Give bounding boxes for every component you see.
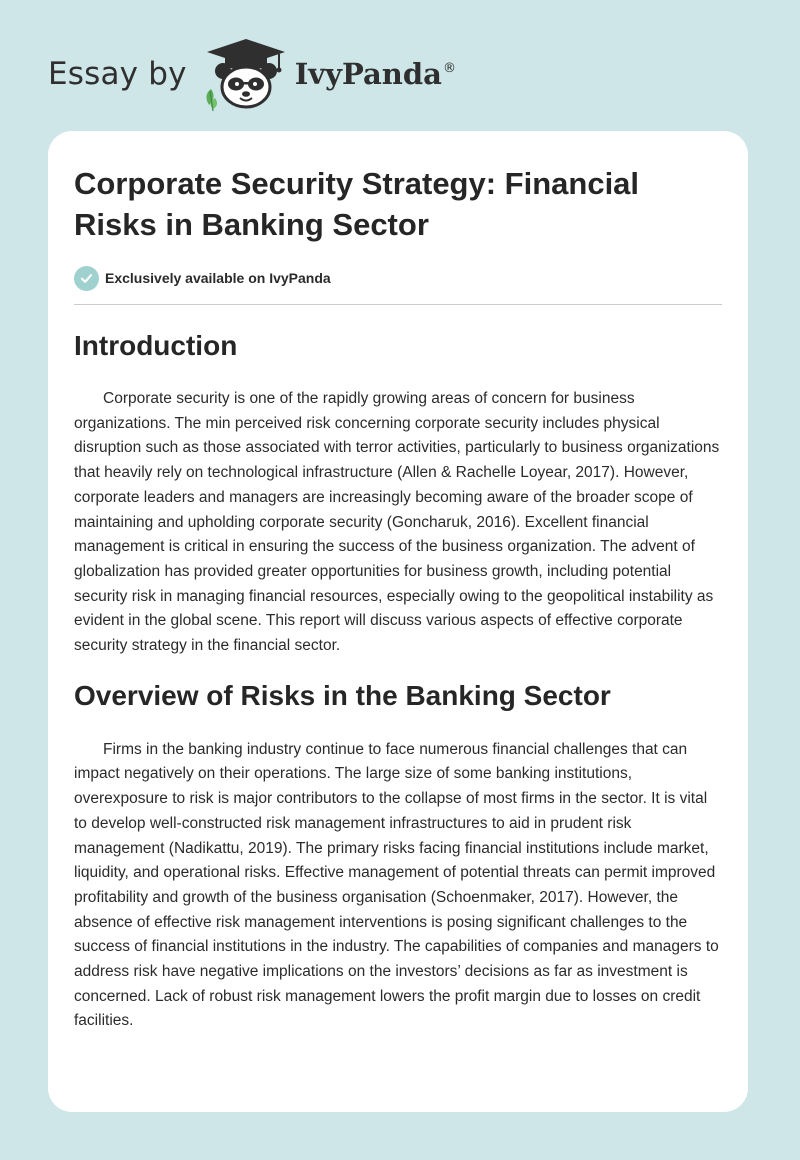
brand-name[interactable]: IvyPanda® bbox=[294, 57, 456, 91]
essay-title: Corporate Security Strategy: Financial Risks in Banking Sector bbox=[74, 166, 640, 242]
panda-graduate-logo-icon[interactable] bbox=[201, 35, 291, 113]
essay-card bbox=[48, 131, 748, 1112]
essay-content bbox=[74, 163, 724, 1034]
exclusive-label: Exclusively available on IvyPanda bbox=[105, 270, 331, 286]
section-body-introduction: Corporate security is one of the rapidly growing areas of concern for business organizations. The min perceived risk concerning corporate security includes physical disruption such as those associated with terror activities, particularly to business organizations that heavily rely on technological infrastructure (Allen & Rachelle Loyear, 2017). However, corporate leaders and managers are increasingly becoming aware of the broader scope of maintaining and upholding corporate security (Goncharuk, 2016). Excellent financial management is critical in ensuring the success of the business organization. The advent of globalization has provided greater opportunities for business growth, including potential security risk in managing financial resources, especially owing to the geopolitical instability as evident in the global scene. This report will discuss various aspects of effective corporate security strategy in the financial sector. bbox=[74, 390, 720, 655]
divider bbox=[74, 304, 722, 305]
section-heading-introduction: Introduction bbox=[74, 330, 238, 361]
section-heading-risks-overview: Overview of Risks in the Banking Sector bbox=[74, 679, 611, 711]
check-circle-icon bbox=[74, 266, 99, 291]
registered-mark: ® bbox=[442, 61, 456, 76]
exclusive-badge-row bbox=[74, 265, 724, 291]
section-body-risks-overview: Firms in the banking industry continue to face numerous financial challenges that can impact negatively on their operations. The large size of some banking institutions, overexposure to risk is major contributors to the collapse of most firms in the sector. It is vital to develop well-constructed risk management infrastructures to aid in prudent risk management (Nadikattu, 2019). The primary risks facing financial institutions include market, liquidity, and operational risks. Effective management of potential threats can permit improved profitability and growth of the business organisation (Schoenmaker, 2017). However, the absence of effective risk management interventions is posing significant challenges to the success of financial institutions in the industry. The capabilities of companies and managers to address risk have negative implications on the investors’ decisions as far as investment is concerned. Lack of robust risk management lowers the profit margin due to losses on credit facilities. bbox=[74, 740, 719, 1030]
essay-by-label: Essay by bbox=[48, 56, 187, 92]
site-header bbox=[48, 34, 456, 114]
